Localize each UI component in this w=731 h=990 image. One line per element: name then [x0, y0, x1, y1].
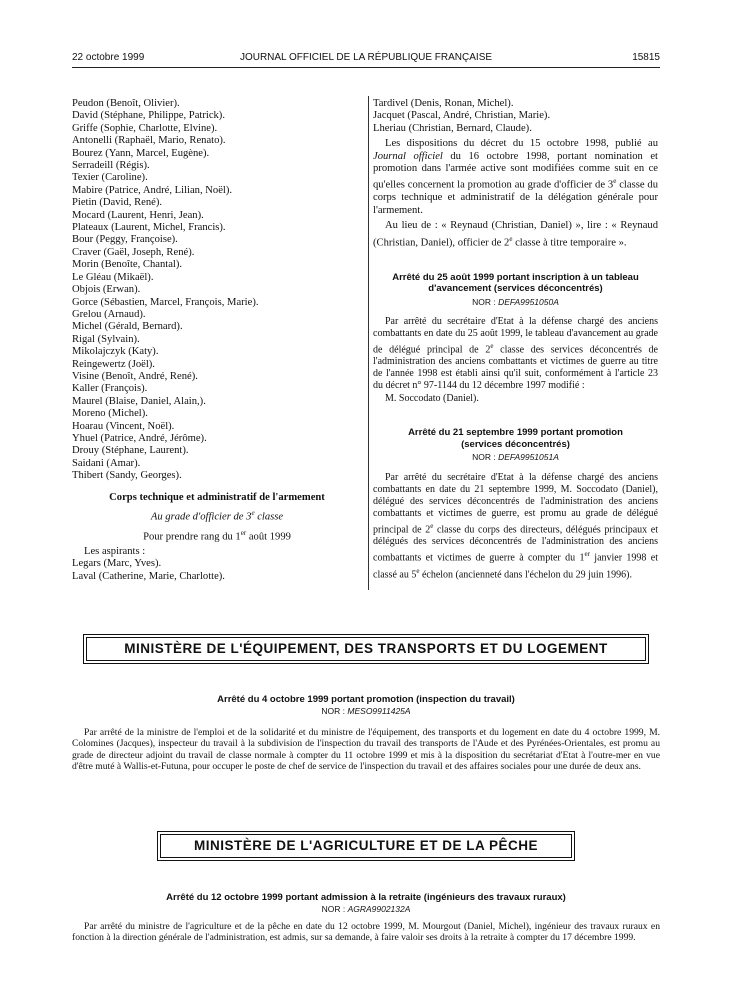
name-entry: Lheriau (Christian, Bernard, Claude). — [373, 122, 532, 134]
arrete2-nor-code: DEFA9951051A — [498, 452, 559, 463]
decree-jo: Journal officiel — [373, 150, 443, 162]
decree-text-1: Les dispositions du décret du 15 octobre 1998, publié au — [385, 138, 658, 150]
name-entry: Laval (Catherine, Marie, Charlotte). — [72, 570, 225, 582]
arrete1-body-sup: e — [490, 342, 494, 351]
grade-sup: e — [251, 509, 255, 517]
arrete2-body-4: échelon (ancienneté dans l'échelon du 29 juin 1996). — [419, 568, 633, 580]
arrete2-sup-2: er — [584, 550, 590, 559]
grade-prefix: Au grade d'officier de 3 — [150, 511, 252, 523]
arrete2-body-1: Par arrêté du secrétaire d'Etat à la défense chargé des anciens combattants en date du 21 septembre 1999, M. Soccodato (Daniel), délégué des services déconcentrés de l'administration des anciens combattants et victimes de guerre, est promu au grade de délégué principal de 2 — [373, 471, 658, 536]
page-header — [72, 52, 660, 66]
decree-text-3: classe du corps technique et administratif de la délégation générale pour l'armement. — [373, 179, 658, 216]
ministry1-nor — [72, 706, 660, 717]
ministry1-arrete-title: Arrêté du 4 octobre 1999 portant promotion (inspection du travail) — [217, 694, 515, 705]
ministry1-nor-code: MESO9911425A — [347, 706, 411, 717]
ministry2-arrete-heading — [72, 892, 660, 922]
column-divider — [368, 96, 369, 590]
decree-sup: e — [613, 177, 617, 186]
arrete1-nor-label: NOR : — [472, 296, 499, 307]
arrete1-nor-code: DEFA9951050A — [498, 296, 559, 307]
name-entry: David (Stéphane, Philippe, Patrick). — [72, 110, 225, 122]
name-entry: Bourez (Yann, Marcel, Eugène). — [72, 147, 210, 159]
arrete-21-septembre — [373, 427, 658, 464]
name-entry: Saidani (Amar). — [72, 457, 141, 469]
name-entry: Bour (Peggy, Françoise). — [72, 234, 178, 246]
arrete1-name: M. Soccodato (Daniel). — [385, 393, 479, 405]
name-entry: Moreno (Michel). — [72, 408, 148, 420]
arrete2-body-2: classe du corps des directeurs, délégués principaux et délégués des services déconcentrés de l'administration des anciens combattants et victimes de guerre à compter du 1 — [373, 524, 658, 564]
name-entry: Texier (Caroline). — [72, 172, 148, 184]
arrete1-nor — [373, 297, 658, 309]
ministry2-nor — [72, 904, 660, 915]
name-entry: Kaller (François). — [72, 383, 148, 395]
name-entry: Legars (Marc, Yves). — [72, 558, 162, 570]
name-entry: Yhuel (Patrice, André, Jérôme). — [72, 432, 207, 444]
left-column — [72, 98, 362, 583]
ministry-equipement-banner: MINISTÈRE DE L'ÉQUIPEMENT, DES TRANSPORTS ET DU LOGEMENT — [86, 637, 646, 661]
arrete2-body — [373, 472, 658, 581]
name-entry: Craver (Gaël, Joseph, René). — [72, 246, 195, 258]
name-entry: Objois (Erwan). — [72, 284, 141, 296]
journal-title: JOURNAL OFFICIEL DE LA RÉPUBLIQUE FRANÇAISE — [239, 52, 493, 63]
rang-prefix: Pour prendre rang du 1 — [143, 531, 241, 543]
corps-title: Corps technique et administratif de l'armement — [109, 491, 325, 503]
name-entry: Tardivel (Denis, Ronan, Michel). — [373, 98, 514, 109]
ministry2-arrete-title: Arrêté du 12 octobre 1999 portant admission à la retraite (ingénieurs des travaux ruraux) — [166, 892, 566, 903]
arrete2-title: Arrêté du 21 septembre 1999 portant promotion (services déconcentrés) — [408, 427, 623, 450]
arrete1-title: Arrêté du 25 août 1999 portant inscription à un tableau d'avancement (services déconcentrés) — [392, 271, 639, 295]
rang-suffix: août 1999 — [246, 531, 291, 543]
name-entry: Rigal (Sylvain). — [72, 333, 140, 345]
arrete1-body-2: classe des services déconcentrés de l'administration des anciens combattants et victimes de guerre au titre de l'année 1998 est établi ainsi qu'il suit, conformément à l'article 23 du décret n° 97-1144 du 12 décembre 1997 modifié : — [373, 344, 658, 392]
au-lieu-sup: e — [509, 234, 513, 243]
arrete2-body-3: janvier 1998 et classé au 5 — [373, 552, 658, 580]
name-entry: Michel (Gérald, Bernard). — [72, 321, 183, 333]
decree-paragraph — [373, 138, 658, 217]
arrete-25-aout — [373, 272, 658, 309]
name-entry: Peudon (Benoît, Olivier). — [72, 98, 180, 109]
name-entry: Maurel (Blaise, Daniel, Alain,). — [72, 395, 206, 407]
ministry1-nor-label: NOR : — [321, 706, 348, 717]
name-entry: Serradeill (Régis). — [72, 160, 150, 172]
rang-sup: er — [240, 528, 247, 537]
name-entry: Le Gléau (Mikaël). — [72, 271, 154, 283]
name-entry: Thibert (Sandy, Georges). — [72, 470, 182, 482]
ministry2-nor-label: NOR : — [321, 904, 348, 915]
name-entry: Plateaux (Laurent, Michel, Francis). — [72, 222, 226, 234]
rang-line — [72, 527, 362, 544]
name-entry: Mabire (Patrice, André, Lilian, Noël). — [72, 184, 233, 196]
name-entry: Grelou (Arnaud). — [72, 308, 146, 320]
name-entry: Antonelli (Raphaël, Mario, Renato). — [72, 135, 226, 147]
name-entry: Visine (Benoît, André, René). — [72, 370, 198, 382]
aspirant-list — [72, 558, 362, 583]
name-entry: Reingewertz (Joël). — [72, 358, 155, 370]
arrete2-nor — [373, 452, 658, 464]
header-rule — [72, 67, 660, 68]
page-number: 15815 — [632, 52, 660, 63]
name-entry: Morin (Benoîte, Chantal). — [72, 259, 183, 271]
grade-suffix: classe — [254, 511, 284, 523]
name-entry: Mikolajczyk (Katy). — [72, 346, 159, 358]
left-name-list — [72, 98, 362, 483]
name-entry: Mocard (Laurent, Henri, Jean). — [72, 209, 204, 221]
ministry1-arrete-heading — [72, 694, 660, 724]
arrete1-body — [373, 316, 658, 392]
name-entry: Jacquet (Pascal, André, Christian, Marie). — [373, 110, 551, 122]
ministry-agriculture-banner: MINISTÈRE DE L'AGRICULTURE ET DE LA PÊCHE — [160, 834, 572, 858]
right-column — [373, 98, 658, 581]
ministry1-body: Par arrêté de la ministre de l'emploi et de la solidarité et du ministre de l'équipement, des transports et du logement en date du 4 octobre 1999, M. Colomines (Jacques), inspecteur du travail à la subdivision de l'inspection du travail des transports de l'Aude et des Pyrénées-Orientales, est promu au grade de directeur adjoint du travail de classe normale à compter du 11 octobre 1999 et mis à la disposition du secrétariat d'Etat à l'outre-mer en vue d'être muté à Wallis-et-Futuna, pour occuper le poste de chef de service de l'inspection du travail et des affaires sociales pour une durée de deux ans. — [72, 727, 660, 773]
aspirants-label: Les aspirants : — [84, 545, 146, 557]
name-entry: Pietin (David, René). — [72, 197, 163, 209]
ministry2-body: Par arrêté du ministre de l'agriculture et de la pêche en date du 12 octobre 1999, M. Mourgout (Daniel, Michel), ingénieur des travaux ruraux en fonction à la direction générale de l'administration, est admis, sur sa demande, à faire valoir ses droits à la retraite à compter du 17 décembre 1999. — [72, 921, 660, 944]
name-entry: Gorce (Sébastien, Marcel, François, Marie). — [72, 296, 259, 308]
au-lieu-1: Au lieu de : « Reynaud (Christian, Daniel) », lire : « Reynaud (Christian, Daniel), officier de 2 — [373, 220, 658, 249]
name-entry: Drouy (Stéphane, Laurent). — [72, 445, 189, 457]
arrete2-sup-3: e — [416, 566, 420, 575]
name-entry: Griffe (Sophie, Charlotte, Elvine). — [72, 122, 218, 134]
arrete2-sup-1: e — [430, 521, 434, 530]
decree-text-2: du 16 octobre 1998, portant nomination et promotion dans l'armée active sont modifiées comme suit en ce qu'elles concernent la promotion au grade d'officier de 3 — [373, 150, 658, 191]
ministry2-nor-code: AGRA9902132A — [347, 904, 411, 915]
au-lieu-paragraph — [373, 220, 658, 249]
right-name-list — [373, 98, 658, 135]
name-entry: Hoarau (Vincent, Noël). — [72, 420, 175, 432]
arrete1-body-1: Par arrêté du secrétaire d'Etat à la défense chargé des anciens combattants en date du 25 août 1999, le tableau d'avancement au grade de délégué principal de 2 — [373, 316, 658, 356]
grade-line — [72, 507, 362, 524]
au-lieu-2: classe à titre temporaire ». — [512, 237, 627, 249]
arrete2-nor-label: NOR : — [472, 452, 499, 463]
header-date: 22 octobre 1999 — [72, 52, 145, 63]
